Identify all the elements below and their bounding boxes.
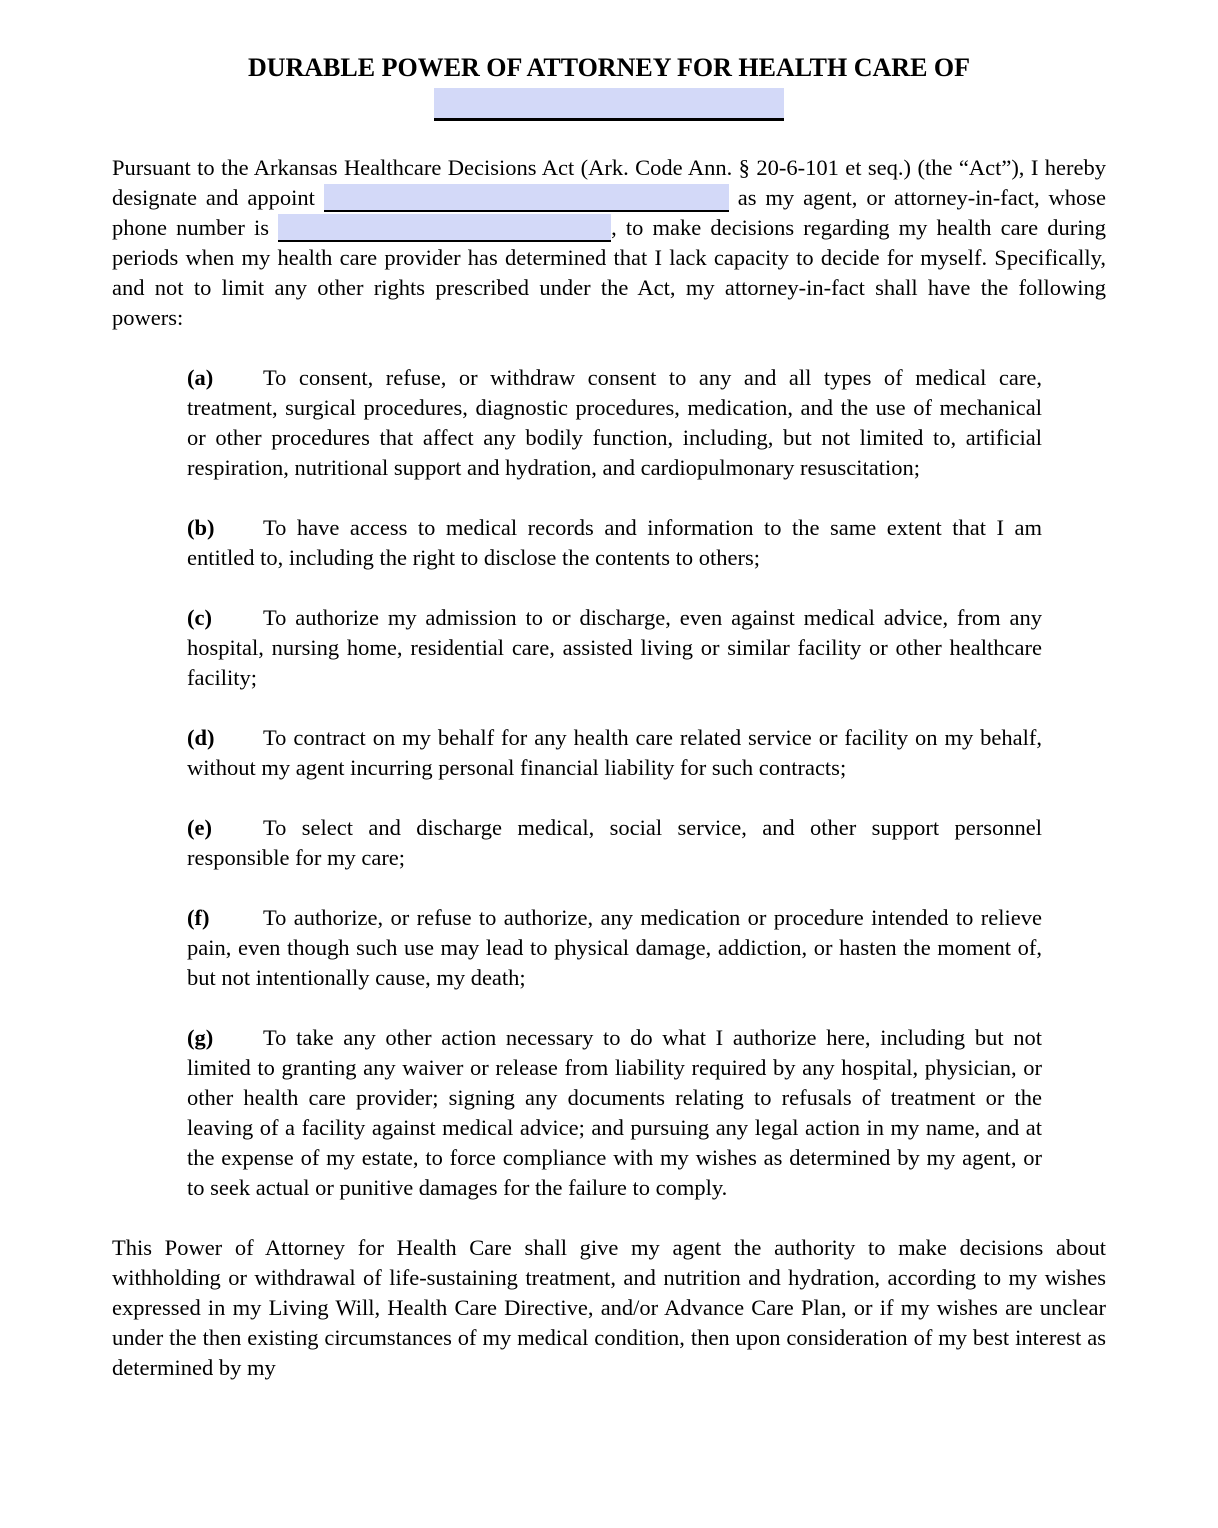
power-text: To contract on my behalf for any health care related service or facility on my behalf, without my agent incurring personal financial liability for such contracts; xyxy=(187,725,1042,780)
power-clause-g xyxy=(187,1023,1042,1203)
power-label: (c) xyxy=(187,605,212,630)
power-clause-b xyxy=(187,513,1042,573)
power-label: (e) xyxy=(187,815,212,840)
power-label: (a) xyxy=(187,365,214,390)
power-text: To take any other action necessary to do what I authorize here, including but not limited to granting any waiver or release from liability required by any hospital, physician, or other health care provider; signing any documents relating to refusals of treatment or the leaving of a facility against medical advice; and pursuing any legal action in my name, and at the expense of my estate, to force compliance with my wishes as determined by my agent, or to seek actual or punitive damages for the failure to comply. xyxy=(187,1025,1042,1200)
power-label: (d) xyxy=(187,725,215,750)
power-clause-f xyxy=(187,903,1042,993)
document-title: DURABLE POWER OF ATTORNEY FOR HEALTH CARE OF xyxy=(247,53,971,82)
power-text: To authorize, or refuse to authorize, any medication or procedure intended to relieve pain, even though such use may lead to physical damage, addiction, or hasten the moment of, but not intentionally cause, my death; xyxy=(187,905,1042,990)
power-label: (b) xyxy=(187,515,215,540)
power-clause-d xyxy=(187,723,1042,783)
closing-paragraph: This Power of Attorney for Health Care shall give my agent the authority to make decisions about withholding or withdrawal of life-sustaining treatment, and nutrition and hydration, according to my wishes expressed in my Living Will, Health Care Directive, and/or Advance Care Plan, or if my wishes are unclear under the then existing circumstances of my medical condition, then upon consideration of my best interest as determined by my xyxy=(112,1235,1106,1380)
power-text: To select and discharge medical, social service, and other support personnel responsible for my care; xyxy=(187,815,1042,870)
powers-list xyxy=(112,363,1106,1203)
power-text: To consent, refuse, or withdraw consent to any and all types of medical care, treatment, surgical procedures, diagnostic procedures, medication, and the use of mechanical or other procedures that affect any bodily function, including, but not limited to, artificial respiration, nutritional support and hydration, and cardiopulmonary resuscitation; xyxy=(187,365,1042,480)
agent-phone-field[interactable] xyxy=(278,214,611,242)
power-clause-c xyxy=(187,603,1042,693)
principal-name-field-row xyxy=(112,88,1106,129)
intro-text-1: Pursuant to the Arkansas Healthcare Decisions Act (Ark. Code Ann. § 20-6-101 et seq.) (the “Act”), I hereby designate and appoint xyxy=(112,155,1106,210)
intro-paragraph xyxy=(112,153,1106,333)
power-clause-e xyxy=(187,813,1042,873)
power-text: To authorize my admission to or discharge, even against medical advice, from any hospital, nursing home, residential care, assisted living or similar facility or other healthcare facility; xyxy=(187,605,1042,690)
agent-name-field[interactable] xyxy=(324,184,729,212)
power-label: (g) xyxy=(187,1025,214,1050)
power-label: (f) xyxy=(187,905,210,930)
power-text: To have access to medical records and information to the same extent that I am entitled to, including the right to disclose the contents to others; xyxy=(187,515,1042,570)
power-clause-a xyxy=(187,363,1042,483)
intro-text-3: , to make decisions regarding my health care during periods when my health care provider has determined that I lack capacity to decide for myself. Specifically, and not to limit any other rights prescribed under the Act, my attorney-in-fact shall have the following powers: xyxy=(112,215,1106,330)
intro-text-2: as my agent, or attorney-in-fact, whose phone number is xyxy=(112,185,1107,240)
principal-name-field[interactable] xyxy=(434,88,784,121)
